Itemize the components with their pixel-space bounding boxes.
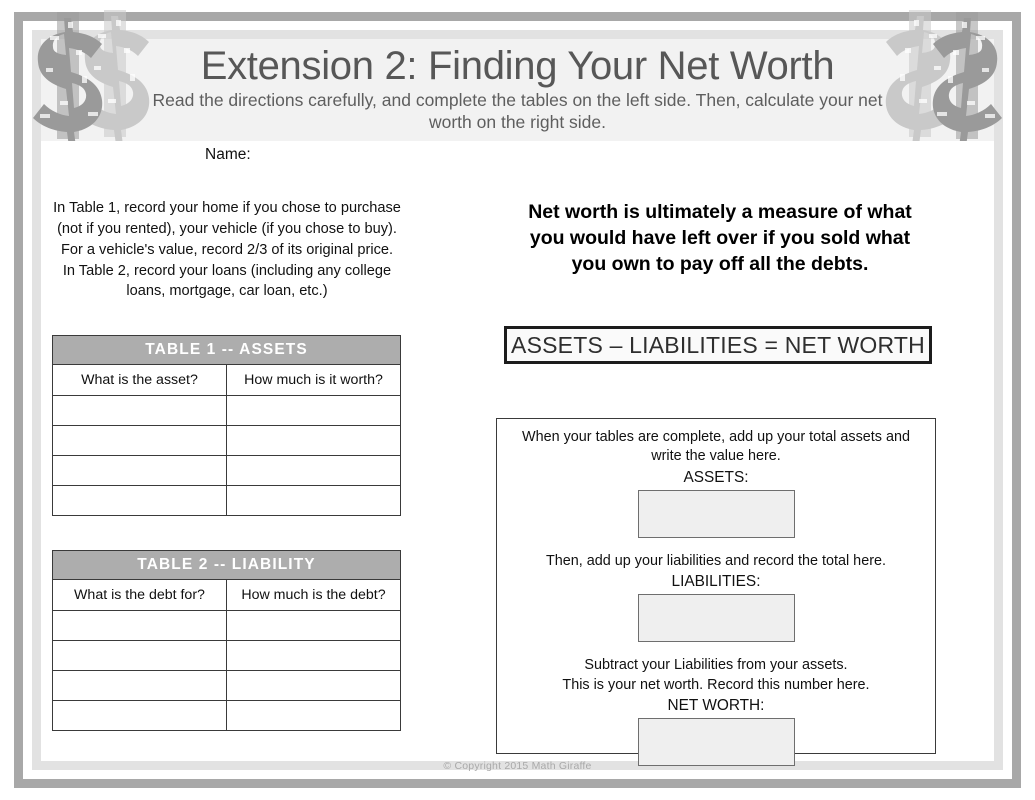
assets-instruction-line-1: When your tables are complete, add up your total assets and: [522, 429, 910, 445]
networth-total-label: NET WORTH:: [667, 697, 765, 715]
networth-instruction-line-1: Subtract your Liabilities from your assets.: [584, 657, 848, 674]
liability-cell-name[interactable]: [53, 641, 227, 671]
table-row[interactable]: [53, 701, 401, 731]
header-band: [41, 39, 994, 141]
liability-cell-name[interactable]: [53, 671, 227, 701]
table-row[interactable]: [53, 641, 401, 671]
assets-total-label: ASSETS:: [683, 468, 749, 486]
table-row[interactable]: [53, 426, 401, 456]
liability-cell-value[interactable]: [227, 641, 401, 671]
liability-cell-value[interactable]: [227, 701, 401, 731]
assets-cell-name[interactable]: [53, 396, 227, 426]
net-worth-definition-line-3: you own to pay off all the debts.: [571, 252, 869, 275]
net-worth-definition-line-1: Net worth is ultimately a measure of what: [528, 201, 912, 223]
networth-total-input[interactable]: [638, 718, 795, 766]
directions-line-1: In Table 1, record your home if you chose to purchase: [53, 200, 401, 216]
liabilities-total-label: LIABILITIES:: [671, 573, 761, 591]
net-worth-definition-line-2: you would have left over if you sold what: [529, 226, 911, 249]
net-worth-definition: [498, 200, 942, 278]
assets-cell-value[interactable]: [227, 396, 401, 426]
table-header-row: [53, 365, 401, 396]
assets-cell-name[interactable]: [53, 456, 227, 486]
directions-text: [52, 198, 402, 302]
table-row[interactable]: [53, 456, 401, 486]
assets-cell-value[interactable]: [227, 426, 401, 456]
directions-line-2: (not if you rented), your vehicle (if you chose to buy).: [57, 220, 397, 237]
table-title-row: [53, 551, 401, 580]
name-field-label: Name:: [205, 146, 251, 163]
table-header-row: [53, 580, 401, 611]
copyright-notice: © Copyright 2015 Math Giraffe: [443, 760, 592, 772]
table-liability-col-2-header: How much is the debt?: [227, 580, 401, 611]
liability-cell-value[interactable]: [227, 611, 401, 641]
liability-cell-name[interactable]: [53, 611, 227, 641]
directions-line-5: loans, mortgage, car loan, etc.): [126, 283, 328, 300]
liability-cell-name[interactable]: [53, 701, 227, 731]
table-liability-title: TABLE 2 -- LIABILITY: [53, 551, 401, 580]
spacer: [497, 538, 935, 552]
assets-cell-value[interactable]: [227, 456, 401, 486]
directions-block: [52, 198, 402, 302]
table-title-row: [53, 336, 401, 365]
assets-cell-name[interactable]: [53, 426, 227, 456]
liabilities-instruction: Then, add up your liabilities and record the total here.: [546, 552, 886, 569]
directions-line-4: In Table 2, record your loans (including any college: [62, 262, 392, 279]
spacer: [497, 642, 935, 656]
table-row[interactable]: [53, 671, 401, 701]
table-assets-col-2-header: How much is it worth?: [227, 365, 401, 396]
table-row[interactable]: [53, 486, 401, 516]
table-liability: [52, 550, 401, 731]
table-row[interactable]: [53, 396, 401, 426]
page-subtitle: Read the directions carefully, and complete the tables on the left side. Then, calculate your net worth on the right side.: [152, 90, 883, 132]
formula-box: ASSETS – LIABILITIES = NET WORTH: [504, 326, 932, 364]
assets-total-input[interactable]: [638, 490, 795, 538]
liability-cell-value[interactable]: [227, 671, 401, 701]
liabilities-total-input[interactable]: [638, 594, 795, 642]
assets-cell-name[interactable]: [53, 486, 227, 516]
table-assets-title: TABLE 1 -- ASSETS: [53, 336, 401, 365]
assets-cell-value[interactable]: [227, 486, 401, 516]
table-liability-col-1-header: What is the debt for?: [53, 580, 227, 611]
networth-instruction-line-2: This is your net worth. Record this number here.: [562, 676, 870, 693]
assets-instruction-line-2: write the value here.: [651, 448, 781, 465]
directions-line-3: For a vehicle's value, record 2/3 of its original price.: [60, 241, 394, 258]
table-assets-col-1-header: What is the asset?: [53, 365, 227, 396]
table-assets: [52, 335, 401, 516]
calculation-box: [496, 418, 936, 754]
page-title: Extension 2: Finding Your Net Worth: [200, 44, 835, 88]
table-row[interactable]: [53, 611, 401, 641]
